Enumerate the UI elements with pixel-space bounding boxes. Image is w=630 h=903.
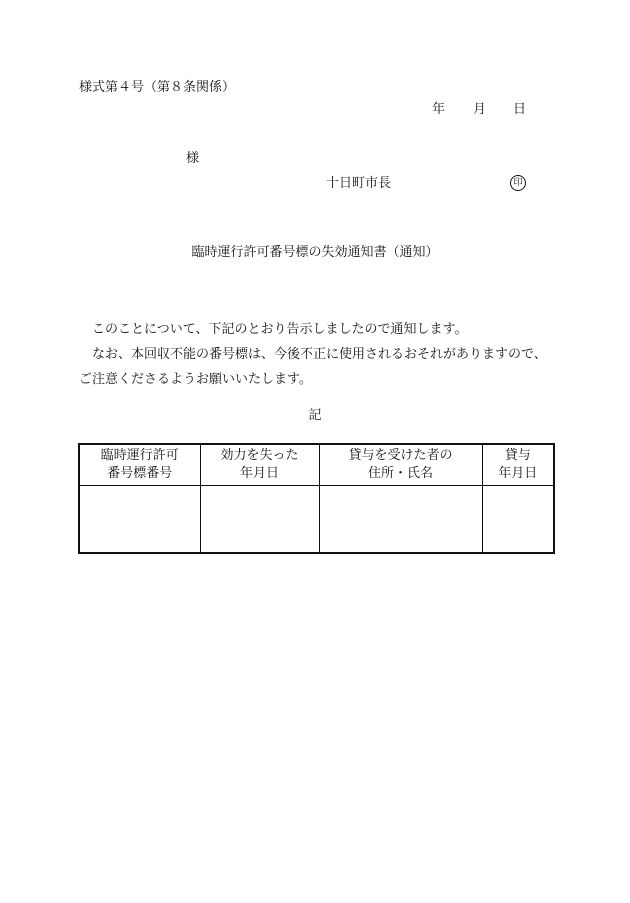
header-lending-date: 貸与 年月日 xyxy=(482,444,554,486)
seal-icon: 印 xyxy=(510,175,526,191)
record-table xyxy=(78,443,555,554)
date-month-label: 月 xyxy=(473,102,487,117)
table-header-row xyxy=(79,444,554,486)
cell-lessee-address-name[interactable] xyxy=(319,486,482,554)
table-row xyxy=(79,486,554,554)
addressee-suffix: 様 xyxy=(186,151,200,166)
body-paragraph-1: このことについて、下記のとおり告示しましたので通知します。 xyxy=(92,322,468,337)
date-day-label: 日 xyxy=(513,102,527,117)
header-expiry-date: 効力を失った 年月日 xyxy=(200,444,319,486)
cell-expiry-date[interactable] xyxy=(200,486,319,554)
date-year-label: 年 xyxy=(432,102,446,117)
header-lessee-address-name: 貸与を受けた者の 住所・氏名 xyxy=(319,444,482,486)
cell-plate-number[interactable] xyxy=(79,486,200,554)
cell-lending-date[interactable] xyxy=(482,486,554,554)
document-title: 臨時運行許可番号標の失効通知書（通知） xyxy=(191,245,439,260)
issuer-title: 十日町市長 xyxy=(326,176,392,191)
body-paragraph-2: なお、本回収不能の番号標は、今後不正に使用されるおそれがありますので、ご注意くださるようお願いいたします。 xyxy=(79,347,547,387)
form-number: 様式第４号（第８条関係） xyxy=(79,80,236,95)
ki-label: 記 xyxy=(308,408,322,423)
header-plate-number: 臨時運行許可 番号標番号 xyxy=(79,444,200,486)
